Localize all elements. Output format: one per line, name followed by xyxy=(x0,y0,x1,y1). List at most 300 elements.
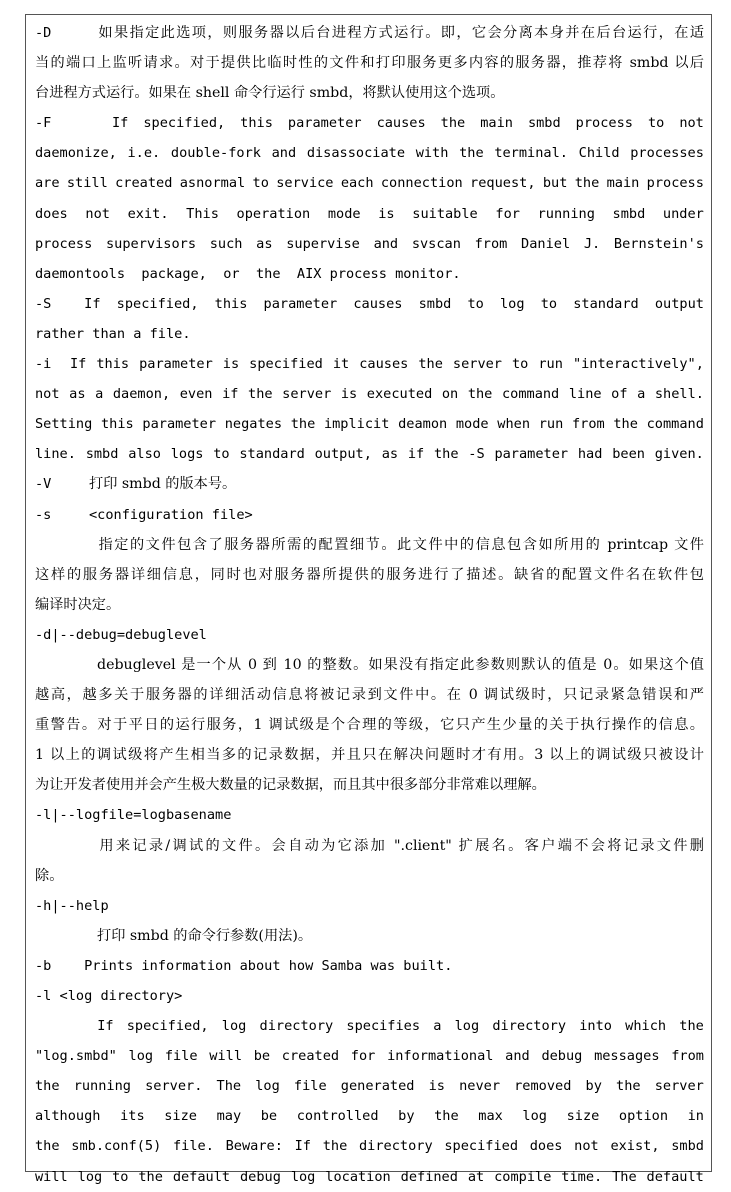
word: on xyxy=(441,386,459,403)
line-text: 用来记录/调试的文件。会自动为它添加 ".client" 扩展名。客户端不会将记录文件删 xyxy=(97,837,704,854)
word: to xyxy=(467,295,484,312)
flush-line xyxy=(35,469,704,499)
word: this xyxy=(100,416,134,433)
line-head: -i xyxy=(35,356,52,373)
word: executed xyxy=(366,386,433,403)
justified-line xyxy=(35,1011,704,1041)
word: directory xyxy=(358,1138,433,1155)
word: If xyxy=(70,356,87,373)
word: line xyxy=(568,386,602,403)
word: option xyxy=(618,1108,669,1125)
word: created xyxy=(115,175,173,192)
document-line xyxy=(35,1162,704,1192)
word: causes xyxy=(359,356,409,373)
document-line xyxy=(35,168,704,198)
word: process xyxy=(35,235,93,252)
word: to xyxy=(252,175,269,192)
word: smbd xyxy=(671,1138,704,1155)
justified-line xyxy=(35,439,704,469)
word: This xyxy=(186,205,219,222)
line-text: daemontools package, or the AIX process monitor. xyxy=(35,265,461,282)
word: with xyxy=(415,145,449,162)
word: messages xyxy=(594,1048,660,1065)
word: defined xyxy=(400,1168,458,1185)
document-text-body xyxy=(35,15,704,1192)
word: a xyxy=(95,386,104,403)
line-text: debuglevel 是一个从 0 到 10 的整数。如果没有指定此参数则默认的值是 0。如果这个值 xyxy=(97,656,704,673)
word: double-fork xyxy=(170,145,261,162)
word: default xyxy=(172,1168,231,1185)
document-line xyxy=(35,199,704,229)
document-line xyxy=(35,740,704,770)
line-text: 1 以上的调试级将产生相当多的记录数据，并且只在解决问题时才有用。3 以上的调试级只被设计 xyxy=(35,747,704,764)
word: may xyxy=(216,1108,242,1125)
document-line xyxy=(35,18,704,48)
flush-line xyxy=(35,770,704,800)
word: the xyxy=(613,416,638,433)
justified-line xyxy=(35,168,704,198)
word: as xyxy=(69,386,86,403)
word: to xyxy=(112,1168,129,1185)
word: be xyxy=(260,1108,278,1125)
document-line xyxy=(35,770,704,800)
word: directory xyxy=(259,1018,334,1035)
word: command xyxy=(501,386,560,403)
word: asnormal xyxy=(179,175,246,192)
document-line xyxy=(35,530,704,560)
line-text: <configuration file> xyxy=(89,506,253,523)
justified-cjk-line xyxy=(35,530,704,560)
word: such xyxy=(209,235,243,252)
line-text: 重警告。对于平日的运行服务，1 调试级是个合理的等级，它只产生少量的关于执行操作的信息。 xyxy=(35,717,704,734)
document-line xyxy=(35,590,704,620)
word: the xyxy=(679,1018,704,1035)
word: parameter xyxy=(139,356,213,373)
word: to xyxy=(512,356,529,373)
word: "log.smbd" xyxy=(35,1048,117,1065)
word: directory xyxy=(492,1018,567,1035)
document-line xyxy=(35,138,704,168)
word: as xyxy=(256,235,273,252)
word: not xyxy=(574,1138,599,1155)
word: main xyxy=(606,175,640,192)
justified-cjk-line xyxy=(35,18,704,48)
word: in xyxy=(687,1108,704,1125)
word: the xyxy=(290,416,316,433)
word: main xyxy=(480,115,513,132)
justified-cjk-line xyxy=(35,740,704,770)
word: the xyxy=(574,175,600,192)
word: suitable xyxy=(412,205,478,222)
justified-line xyxy=(35,1041,704,1071)
line-head: -F xyxy=(35,115,52,132)
line-text: 越高，越多关于服务器的详细活动信息将被记录到文件中。在 0 调试级时，只记录紧急错误和严 xyxy=(35,687,704,704)
word: still xyxy=(66,175,108,192)
word: specified xyxy=(444,1138,519,1155)
word: supervise xyxy=(286,235,360,252)
document-line xyxy=(35,259,704,289)
line-text: 打印 smbd 的版本号。 xyxy=(89,476,237,493)
word: created xyxy=(281,1048,340,1065)
word: by xyxy=(585,1078,602,1095)
justified-cjk-line xyxy=(35,710,704,740)
word: default xyxy=(646,1168,704,1185)
word: of xyxy=(611,386,628,403)
word: request, xyxy=(470,175,536,192)
word: to xyxy=(213,446,230,463)
word: the xyxy=(459,145,484,162)
word: from xyxy=(571,416,605,433)
word: removed xyxy=(514,1078,572,1095)
justified-cjk-line xyxy=(35,680,704,710)
word: the xyxy=(434,1108,459,1125)
word: the xyxy=(138,1168,163,1185)
word: as xyxy=(381,446,399,463)
word: although xyxy=(35,1108,101,1125)
line-text: 这样的服务器详细信息，同时也对服务器所提供的服务进行了描述。缺省的配置文件名在软件包 xyxy=(35,566,704,583)
document-line xyxy=(35,951,704,981)
document-line xyxy=(35,560,704,590)
word: disassociate xyxy=(306,145,406,162)
word: this xyxy=(96,356,130,373)
flush-line xyxy=(35,319,704,349)
word: causes xyxy=(353,295,403,312)
document-line xyxy=(35,409,704,439)
word: server. xyxy=(145,1078,203,1095)
word: when xyxy=(497,416,531,433)
word: line. xyxy=(35,446,76,463)
justified-cjk-line xyxy=(35,650,704,680)
option-token: -s xyxy=(35,506,52,523)
word: output xyxy=(654,295,704,312)
word: Beware: xyxy=(225,1138,283,1155)
word: log xyxy=(221,1018,247,1035)
word: smb.conf(5) xyxy=(71,1138,162,1155)
word: J. xyxy=(583,235,601,252)
word: Child xyxy=(578,145,620,162)
word: does xyxy=(529,1138,563,1155)
word: be xyxy=(253,1048,271,1065)
word: will xyxy=(209,1048,243,1065)
justified-cjk-line xyxy=(35,831,704,861)
word: smbd xyxy=(85,446,119,463)
line-text: 除。 xyxy=(35,867,64,884)
line-text: 为让开发者使用并会产生极大数量的记录数据，而且其中很多部分非常难以理解。 xyxy=(35,777,546,794)
word: from xyxy=(474,235,508,252)
justified-line xyxy=(35,108,704,138)
word: server xyxy=(654,1078,704,1095)
word: server xyxy=(282,386,332,403)
flush-line xyxy=(35,861,704,891)
word: causes xyxy=(376,115,426,132)
word: for xyxy=(350,1048,376,1065)
word: and xyxy=(373,235,399,252)
word: parameter xyxy=(494,446,569,463)
flush-line xyxy=(35,921,704,951)
document-line xyxy=(35,921,704,951)
flush-line xyxy=(35,78,704,108)
word: mode xyxy=(455,416,489,433)
word: If xyxy=(294,1138,311,1155)
word: exist, xyxy=(610,1138,660,1155)
justified-line xyxy=(35,349,704,379)
word: by xyxy=(398,1108,415,1125)
word: each xyxy=(340,175,374,192)
word: file. xyxy=(173,1138,214,1155)
document-line xyxy=(35,229,704,259)
word: process xyxy=(575,115,633,132)
document-frame xyxy=(25,14,712,1185)
flush-line xyxy=(35,500,704,530)
document-line xyxy=(35,289,704,319)
word: The xyxy=(216,1078,242,1095)
word: the xyxy=(616,1078,641,1095)
word: parameter xyxy=(142,416,217,433)
justified-line xyxy=(35,289,704,319)
word: file xyxy=(164,1048,198,1065)
word: is xyxy=(340,386,358,403)
document-line xyxy=(35,78,704,108)
word: If xyxy=(111,115,129,132)
word: not xyxy=(35,386,60,403)
document-line xyxy=(35,981,704,1011)
word: location xyxy=(325,1168,391,1185)
word: the xyxy=(440,115,466,132)
word: smbd xyxy=(527,115,561,132)
word: from xyxy=(671,1048,704,1065)
word: log xyxy=(77,1168,103,1185)
document-line xyxy=(35,469,704,499)
word: will xyxy=(35,1168,68,1185)
word: connection xyxy=(380,175,463,192)
line-text: 编译时决定。 xyxy=(35,596,121,613)
justified-line xyxy=(35,1131,704,1161)
document-line xyxy=(35,680,704,710)
document-line xyxy=(35,439,704,469)
word: not xyxy=(679,115,704,132)
word: smbd xyxy=(418,295,452,312)
line-text: 当的端口上监听请求。对于提供比临时性的文件和打印服务更多内容的服务器，推荐将 smbd 以后 xyxy=(35,55,704,72)
word: it xyxy=(332,356,350,373)
word: if xyxy=(407,446,425,463)
word: the xyxy=(467,386,493,403)
word: is xyxy=(222,356,240,373)
line-text: -b Prints information about how Samba was built. xyxy=(35,957,453,974)
document-line xyxy=(35,1131,704,1161)
justified-line xyxy=(35,409,704,439)
word: its xyxy=(120,1108,145,1125)
word: if xyxy=(222,386,239,403)
line-text: -l|--logfile=logbasename xyxy=(35,807,232,824)
word: standard xyxy=(573,295,639,312)
line-text: 如果指定此选项，则服务器以后台进程方式运行。即，它会分离本身并在后台运行，在适 xyxy=(97,25,704,41)
word: to xyxy=(540,295,558,312)
document-line xyxy=(35,1071,704,1101)
word: server xyxy=(452,356,502,373)
word: Setting xyxy=(35,416,93,433)
word: is xyxy=(428,1078,445,1095)
word: does xyxy=(35,205,68,222)
word: compile xyxy=(494,1168,552,1185)
document-line xyxy=(35,1101,704,1131)
word: log xyxy=(500,295,525,312)
word: terminal. xyxy=(494,145,568,162)
word: this xyxy=(214,295,248,312)
word: log xyxy=(290,1168,316,1185)
document-line xyxy=(35,379,704,409)
word: deamon xyxy=(398,416,448,433)
word: the xyxy=(35,1078,60,1095)
word: run xyxy=(538,416,564,433)
word: log xyxy=(454,1018,480,1035)
word: the xyxy=(35,1138,60,1155)
word: never xyxy=(459,1078,500,1095)
justified-line xyxy=(35,138,704,168)
word: log xyxy=(255,1078,280,1095)
word: for xyxy=(495,205,520,222)
word: informational xyxy=(387,1048,494,1065)
word: log xyxy=(522,1108,547,1125)
word: controlled xyxy=(296,1108,379,1125)
word: under xyxy=(662,205,704,222)
flush-line xyxy=(35,259,704,289)
word: had xyxy=(577,446,603,463)
word: operation xyxy=(236,205,311,222)
justified-line xyxy=(35,1162,704,1192)
word: not xyxy=(85,205,110,222)
word: specified, xyxy=(126,1018,209,1035)
document-line xyxy=(35,1041,704,1071)
document-line xyxy=(35,349,704,379)
flush-line xyxy=(35,951,704,981)
word: specified, xyxy=(143,115,226,132)
document-line xyxy=(35,1011,704,1041)
document-line xyxy=(35,650,704,680)
line-text: 打印 smbd 的命令行参数(用法)。 xyxy=(97,927,313,944)
word: the xyxy=(248,386,273,403)
word: the xyxy=(433,446,459,463)
word: daemon, xyxy=(112,386,171,403)
word: time. xyxy=(561,1168,603,1185)
line-text: 台进程方式运行。如果在 shell 命令行运行 smbd，将默认使用这个选项。 xyxy=(35,85,505,102)
document-line xyxy=(35,710,704,740)
word: svscan xyxy=(411,235,461,252)
word: The xyxy=(612,1168,637,1185)
word: max xyxy=(478,1108,503,1125)
word: and xyxy=(505,1048,530,1065)
document-line xyxy=(35,800,704,830)
option-token: -D xyxy=(35,25,52,41)
line-text: rather than a file. xyxy=(35,325,191,342)
word: specifies xyxy=(346,1018,421,1035)
word: process xyxy=(646,175,704,192)
line-head: -S xyxy=(35,295,52,312)
word: into xyxy=(579,1018,612,1035)
line-text: -l <log directory> xyxy=(35,988,183,1004)
word: service xyxy=(276,175,334,192)
word: and xyxy=(271,145,297,162)
document-line xyxy=(35,319,704,349)
flush-line xyxy=(35,981,704,1011)
word: Bernstein's xyxy=(613,235,704,252)
document-line xyxy=(35,861,704,891)
flush-line xyxy=(35,891,704,921)
option-token: -V xyxy=(35,476,52,493)
document-line xyxy=(35,48,704,78)
word: debug xyxy=(541,1048,583,1065)
word: exit. xyxy=(127,205,169,222)
document-line xyxy=(35,108,704,138)
line-text: -d|--debug=debuglevel xyxy=(35,626,207,643)
justified-line xyxy=(35,1071,704,1101)
word: also xyxy=(128,446,161,463)
word: the xyxy=(418,356,443,373)
word: parameter xyxy=(263,295,338,312)
word: command xyxy=(646,416,704,433)
line-indent xyxy=(35,1011,84,1041)
word: at xyxy=(467,1168,485,1185)
word: running xyxy=(537,205,595,222)
word: but xyxy=(542,175,568,192)
word: negates xyxy=(224,416,283,433)
justified-cjk-line xyxy=(35,560,704,590)
document-line xyxy=(35,831,704,861)
justified-cjk-line xyxy=(35,48,704,78)
word: specified xyxy=(249,356,323,373)
document-line xyxy=(35,620,704,650)
flush-line xyxy=(35,590,704,620)
word: implicit xyxy=(323,416,390,433)
word: is xyxy=(378,205,395,222)
justified-line xyxy=(35,199,704,229)
word: parameter xyxy=(287,115,362,132)
word: "interactively", xyxy=(572,356,704,373)
word: size xyxy=(566,1108,600,1125)
word: If xyxy=(84,295,101,312)
justified-line xyxy=(35,1101,704,1131)
word: this xyxy=(240,115,273,132)
word: generated xyxy=(340,1078,415,1095)
document-line xyxy=(35,891,704,921)
word: If xyxy=(97,1018,114,1035)
word: even xyxy=(179,386,213,403)
word: to xyxy=(647,115,665,132)
word: which xyxy=(625,1018,667,1035)
word: smbd xyxy=(612,205,646,222)
word: run xyxy=(538,356,563,373)
word: log xyxy=(128,1048,154,1065)
word: logs xyxy=(170,446,204,463)
word: debug xyxy=(240,1168,281,1185)
word: Daniel xyxy=(521,235,571,252)
word: shell. xyxy=(654,386,704,403)
word: -S xyxy=(468,446,485,463)
word: i.e. xyxy=(127,145,161,162)
word: processes xyxy=(630,145,704,162)
word: specified, xyxy=(116,295,199,312)
word: file xyxy=(293,1078,327,1095)
word: standard xyxy=(239,446,305,463)
word: given. xyxy=(654,446,704,463)
line-text: 指定的文件包含了服务器所需的配置细节。此文件中的信息包含如所用的 printcap 文件 xyxy=(97,536,704,553)
word: mode xyxy=(327,205,361,222)
flush-line xyxy=(35,620,704,650)
word: daemonize, xyxy=(35,145,117,162)
word: running xyxy=(73,1078,131,1095)
word: are xyxy=(35,175,60,192)
word: size xyxy=(164,1108,197,1125)
justified-line xyxy=(35,229,704,259)
